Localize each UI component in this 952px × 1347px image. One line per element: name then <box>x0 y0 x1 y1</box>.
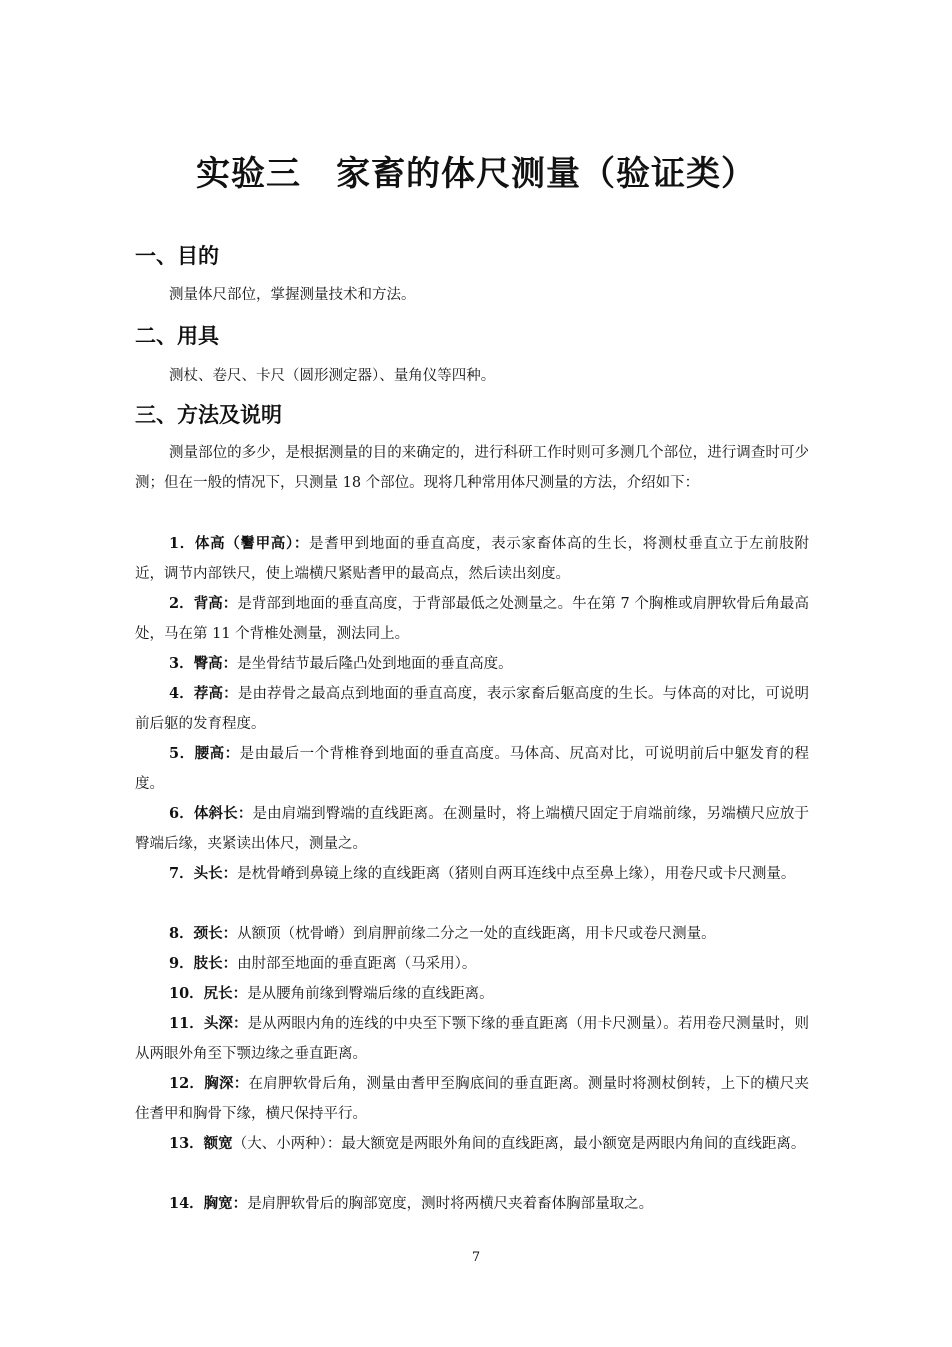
item-text: 是背部到地面的垂直高度，于背部最低之处测量之。牛在第 7 个胸椎或肩胛软骨后角最高处，马在第 11 个背椎处测量，测法同上。 <box>135 596 809 642</box>
item-term: 10．尻长： <box>169 985 248 1002</box>
list-item-sacrum-height <box>135 679 809 739</box>
item-term: 7．头长： <box>169 865 238 882</box>
section-heading-purpose: 一、目的 <box>135 244 219 268</box>
list-item-head-depth <box>135 1009 809 1069</box>
item-text: 由肘部至地面的垂直距离（马采用）。 <box>237 956 477 972</box>
list-item-limb-length <box>135 949 809 979</box>
list-item-forehead-width <box>135 1129 809 1159</box>
item-term: 8．颈长： <box>169 925 238 942</box>
item-text: 从额顶（枕骨嵴）到肩胛前缘二分之一处的直线距离，用卡尺或卷尺测量。 <box>237 926 716 942</box>
item-term: 2．背高： <box>169 595 238 612</box>
item-term: 9．肢长： <box>169 955 238 972</box>
list-item-head-length <box>135 859 809 889</box>
list-item-chest-depth <box>135 1069 809 1129</box>
list-item-croup-length <box>135 979 809 1009</box>
item-term: 14．胸宽： <box>169 1195 248 1212</box>
section-body-methods: 测量部位的多少，是根据测量的目的来确定的，进行科研工作时则可多测几个部位，进行调查时可少测；但在一般的情况下，只测量 18 个部位。现将几种常用体尺测量的方法，介绍如下： <box>135 445 809 491</box>
section-body-tools: 测杖、卷尺、卡尺（圆形测定器）、量角仪等四种。 <box>169 368 496 384</box>
item-term: 1．体高（鬐甲高）： <box>169 535 310 552</box>
item-term: 11．头深： <box>169 1015 248 1032</box>
item-text: 在肩胛软骨后角，测量由耆甲至胸底间的垂直距离。测量时将测杖倒转，上下的横尺夹住耆甲和胸骨下缘，横尺保持平行。 <box>135 1076 809 1122</box>
item-term: 5．腰高： <box>169 745 240 762</box>
list-item-back-height <box>135 589 809 649</box>
item-term: 12．胸深： <box>169 1075 249 1092</box>
section-heading-methods: 三、方法及说明 <box>135 403 282 427</box>
item-text: 是由荐骨之最高点到地面的垂直高度，表示家畜后躯高度的生长。与体高的对比，可说明前后躯的发育程度。 <box>135 686 810 732</box>
list-item-rump-height <box>135 649 809 679</box>
item-text: 是从腰角前缘到臀端后缘的直线距离。 <box>247 986 494 1002</box>
item-text: 是从两眼内角的连线的中央至下颚下缘的垂直距离（用卡尺测量）。若用卷尺测量时，则从两眼外角至下颚边缘之垂直距离。 <box>135 1016 809 1062</box>
item-term: 13．额宽 <box>169 1135 233 1152</box>
item-term: 6．体斜长： <box>169 805 253 822</box>
list-item-neck-length <box>135 919 809 949</box>
section-body-purpose: 测量体尺部位，掌握测量技术和方法。 <box>169 287 416 303</box>
item-text: 是由肩端到臀端的直线距离。在测量时，将上端横尺固定于肩端前缘，另端横尺应放于臀端后缘，夹紧读出体尺，测量之。 <box>135 806 809 852</box>
item-text: 是由最后一个背椎脊到地面的垂直高度。马体高、尻高对比，可说明前后中躯发育的程度。 <box>135 746 809 792</box>
item-term: 3．臀高： <box>169 655 238 672</box>
section-heading-tools: 二、用具 <box>135 324 219 348</box>
item-text: 是耆甲到地面的垂直高度，表示家畜体高的生长，将测杖垂直立于左前肢附近，调节内部铁尺，使上端横尺紧贴耆甲的最高点，然后读出刻度。 <box>135 536 809 582</box>
item-text: 是肩胛软骨后的胸部宽度，测时将两横尺夹着畜体胸部量取之。 <box>247 1196 654 1212</box>
item-text: （大、小两种）：最大额宽是两眼外角间的直线距离，最小额宽是两眼内角间的直线距离。 <box>232 1136 806 1152</box>
page-title: 实验三 家畜的体尺测量（验证类） <box>196 154 756 194</box>
list-item-chest-width <box>135 1189 809 1219</box>
page-number: 7 <box>471 1250 481 1265</box>
item-text: 是坐骨结节最后隆凸处到地面的垂直高度。 <box>237 656 513 672</box>
item-term: 4．荐高： <box>169 685 238 702</box>
list-item-body-length <box>135 799 809 859</box>
list-item-loin-height <box>135 739 809 799</box>
item-text: 是枕骨嵴到鼻镜上缘的直线距离（猪则自两耳连线中点至鼻上缘），用卷尺或卡尺测量。 <box>237 866 796 882</box>
list-item-withers-height <box>135 529 809 589</box>
